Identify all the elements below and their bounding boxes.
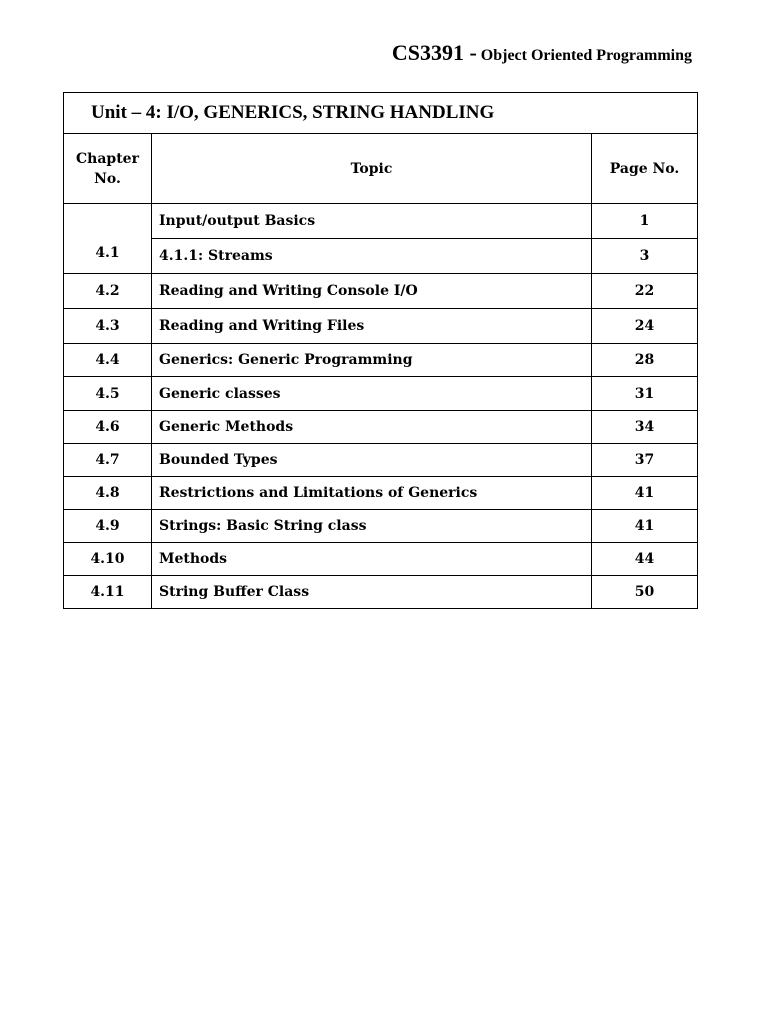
chapter-number: 4.7 xyxy=(64,444,152,477)
table-row xyxy=(64,543,698,576)
contents-table xyxy=(63,92,698,609)
page-number: 22 xyxy=(592,274,698,309)
table-row xyxy=(64,344,698,377)
column-header-chapter-line1: Chapter xyxy=(76,150,139,167)
unit-title: Unit – 4: I/O, GENERICS, STRING HANDLING xyxy=(64,93,698,134)
page-number: 31 xyxy=(592,377,698,411)
chapter-number: 4.8 xyxy=(64,477,152,510)
topic-title: 4.1.1: Streams xyxy=(152,239,592,274)
page-number: 37 xyxy=(592,444,698,477)
page-number: 50 xyxy=(592,576,698,609)
course-name: Object Oriented Programming xyxy=(480,47,692,64)
contents-rows xyxy=(64,204,698,609)
table-row xyxy=(64,274,698,309)
topic-title: String Buffer Class xyxy=(152,576,592,609)
column-header-topic: Topic xyxy=(152,134,592,204)
page-number: 34 xyxy=(592,411,698,444)
table-row xyxy=(64,204,698,239)
course-code: CS3391 - xyxy=(391,40,477,65)
topic-title: Generics: Generic Programming xyxy=(152,344,592,377)
topic-title: Strings: Basic String class xyxy=(152,510,592,543)
chapter-number: 4.9 xyxy=(64,510,152,543)
page-number: 44 xyxy=(592,543,698,576)
chapter-number: 4.5 xyxy=(64,377,152,411)
table-row xyxy=(64,377,698,411)
course-header xyxy=(392,40,692,66)
page-number: 41 xyxy=(592,510,698,543)
page-number: 24 xyxy=(592,309,698,344)
table-row xyxy=(64,444,698,477)
topic-title: Generic Methods xyxy=(152,411,592,444)
chapter-number: 4.2 xyxy=(64,274,152,309)
chapter-number: 4.1 xyxy=(64,204,152,274)
topic-title: Input/output Basics xyxy=(152,204,592,239)
topic-title: Restrictions and Limitations of Generics xyxy=(152,477,592,510)
chapter-number: 4.10 xyxy=(64,543,152,576)
column-header-chapter xyxy=(64,134,152,204)
table-row xyxy=(64,309,698,344)
topic-title: Bounded Types xyxy=(152,444,592,477)
topic-title: Methods xyxy=(152,543,592,576)
topic-title: Generic classes xyxy=(152,377,592,411)
table-row xyxy=(64,510,698,543)
chapter-number: 4.3 xyxy=(64,309,152,344)
column-header-chapter-line2: No. xyxy=(94,170,121,187)
table-row xyxy=(64,239,698,274)
column-header-page: Page No. xyxy=(592,134,698,204)
chapter-number: 4.11 xyxy=(64,576,152,609)
topic-title: Reading and Writing Files xyxy=(152,309,592,344)
chapter-number: 4.6 xyxy=(64,411,152,444)
table-row xyxy=(64,477,698,510)
page-number: 1 xyxy=(592,204,698,239)
chapter-number: 4.4 xyxy=(64,344,152,377)
unit-title-row xyxy=(64,93,698,134)
table-row xyxy=(64,411,698,444)
table-row xyxy=(64,576,698,609)
topic-title: Reading and Writing Console I/O xyxy=(152,274,592,309)
page-number: 41 xyxy=(592,477,698,510)
page-number: 28 xyxy=(592,344,698,377)
header-row xyxy=(64,134,698,204)
page-number: 3 xyxy=(592,239,698,274)
